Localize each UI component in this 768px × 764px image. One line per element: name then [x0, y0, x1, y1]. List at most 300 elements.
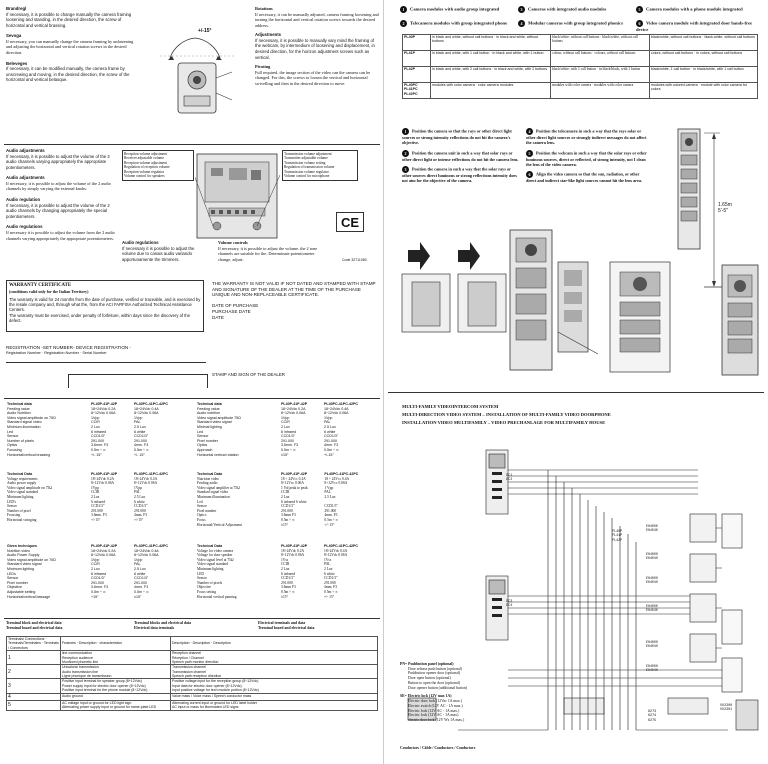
technical-data-cell: PAL	[134, 490, 141, 495]
technical-data-cell: 0.5m ÷ ∞	[281, 517, 295, 522]
step-text: Position the camera so that the rays or other direct light sources or strong intensity reflections do not hit the camera's objective.	[402, 128, 512, 146]
terminal-desc-line: line communication	[62, 651, 92, 656]
technical-data-cell: Video signal level at 75Ω	[197, 557, 234, 562]
terminal-description-right	[171, 693, 378, 700]
divider-2	[4, 398, 380, 399]
model-row	[403, 35, 758, 51]
technical-data-cell: Standard signal video	[197, 490, 229, 495]
technical-data-cell: 6 white	[134, 571, 146, 576]
terminal-desc-line: Reception channel	[172, 651, 201, 656]
technical-data-cell: 291.000	[324, 580, 336, 585]
technical-data-cell: Audio Nutrition	[7, 411, 31, 416]
installation-illustration	[398, 222, 678, 382]
technical-data-cell: Minimum lighting	[197, 567, 224, 572]
monitor-model-label: EH4000 EH4040	[646, 524, 658, 533]
legend-item	[636, 20, 760, 33]
se-line: Electric lock (12V AC - 1A max.)	[408, 708, 460, 713]
pn-line: Door open button (optional)	[408, 676, 451, 681]
technical-data-cell: LED's	[7, 499, 17, 504]
technical-data-cell: +/- 15°	[91, 452, 102, 457]
adjust-body-2: If necessary, you can manually change the camera framing by unfastening and adjusting the horizontal and vertical rotation screws in the desired direction.	[6, 38, 134, 56]
wiring-title-2: MULTI-DIRECTION VIDEO SYSTEM – INSTALLATION OF MULTI-FAMILY VIDEO DOORPHONE	[402, 412, 611, 417]
step-text: Position the webcam in such a way that the solar rays or other luminous sources, direct or reflected, of strong intensity, not I clean the lens of the video camera.	[526, 149, 647, 167]
technical-data-cell: Optics	[7, 443, 18, 448]
technical-data-table	[196, 472, 378, 527]
technical-data-cell: Minimum lighting	[7, 567, 34, 572]
technical-data-cell: 3.6mm. F3	[91, 585, 109, 590]
technical-data-cell: Minimum illumination	[197, 495, 230, 500]
technical-data-cell: 291.000	[281, 580, 293, 585]
technical-data-cell: PAL	[134, 562, 141, 567]
technical-data-cell: 1Vpp	[91, 415, 100, 420]
terminal-number: 2	[7, 665, 61, 679]
technical-data-cell: 0.5m ÷ ∞	[91, 447, 106, 452]
terminal-desc-line: Transmission channel	[172, 669, 206, 674]
technical-data-cell: 1Vpp	[134, 415, 143, 420]
technical-data-cell: 1Vpp	[324, 415, 333, 420]
date-label: DATE OF PURCHASE	[212, 303, 259, 309]
tx-label: Transmitter adjustable volume	[284, 156, 328, 161]
technical-data-cell: Video signal amplitude on 75Ω	[7, 415, 56, 420]
technical-data-cell: 2 Lux	[281, 425, 290, 430]
technical-data-cell: Video signal amplifier at 75Ω	[197, 485, 240, 490]
technical-data-cell: 1Vpp	[281, 415, 290, 420]
se-lines	[400, 699, 540, 723]
terminal-description-left	[61, 679, 171, 693]
technical-data-cell: 8÷12Vdc 0.06A	[134, 481, 158, 486]
rot-title-3: Pivoting	[255, 64, 271, 70]
technical-data-cell: CCIR	[91, 490, 100, 495]
monitor-model-label: EH4000 EH4040	[646, 604, 658, 613]
monitor-model-label: EH4000 EH4040	[646, 640, 658, 649]
technical-data-table	[196, 402, 378, 457]
step-num: 6	[526, 171, 533, 178]
technical-data-cell: Nutrition video	[197, 476, 220, 481]
technical-data-cell: 291.000	[324, 508, 337, 513]
technical-data-cell: Feeding audio	[197, 481, 218, 486]
technical-data-cell: Video signal amplitude on 75Ω	[7, 485, 52, 490]
divider-3	[4, 618, 380, 619]
legend-text: Telecamera modules with group integrated phone	[410, 20, 508, 26]
technical-data-header-cell: PL40PC-41PC-42PC	[324, 544, 358, 549]
audio-title-2: Audio adjustments	[6, 175, 45, 181]
technical-data-cell: 8÷12Vdc 0.06A	[91, 481, 115, 486]
technical-data-cell: 291.000	[281, 438, 294, 443]
legend-item	[636, 6, 760, 13]
warranty-validity-note: THE WARRANTY IS NOT VALID IF NOT DATED AND STAMPED WITH STAMP AND SIGNATURE OF THE DEALER AT THE TIME OF THE PURCHASE UNIQUE AND NON-REPLACEABLE CERTIFICATE.	[212, 281, 376, 298]
tx-label: Transmission volume regulator	[284, 169, 329, 174]
mount-height-imperial: 5'-5"	[718, 208, 728, 215]
mount-height-label	[718, 202, 732, 215]
technical-data-cell: Horizontal swinging	[7, 517, 37, 522]
technical-data-cell: Sensor	[197, 504, 207, 509]
technical-data-header-cell: PL40P-41P-42P	[91, 544, 118, 549]
technical-data-cell: 2.5 Lux	[134, 425, 146, 430]
psu-label: PL40P PL41P PL42P	[612, 530, 623, 543]
technical-data-cell: Audio nutrition	[197, 411, 220, 416]
technical-data-cell: 2 Lux	[281, 567, 290, 572]
terminal-desc-line: Audio transmission line	[62, 669, 98, 674]
model-description: in black and white, with 1 call button · in black and white, with 1 button	[431, 51, 551, 67]
wiring-label-dc3: DC3 DC4	[506, 600, 513, 609]
date-label-2: PURCHASE DATE	[212, 308, 251, 314]
technical-data-header-cell: PL40PC-41PC-42PC	[324, 472, 359, 477]
tx-label: Regulation of transmission volume	[284, 165, 335, 170]
audio-title-1: Audio adjustments	[6, 148, 45, 153]
ce-mark: CE	[336, 212, 364, 232]
technical-data-cell: CCD1/3"	[324, 434, 339, 439]
technical-data-cell: 8÷12Vdc 0.06A	[281, 553, 305, 558]
model-code: PL41P	[403, 51, 431, 67]
reception-volume-labels	[122, 150, 194, 181]
rot-body-2: If necessary, it is possible to manually vary mind the framing of the webcam, by intermedium of loosening and displacement, in desired direction, for the horizon adjustment screws such as vertical.	[255, 37, 375, 60]
step-num: 4	[526, 128, 533, 135]
terminal-desc-line: Positive input terminal for the phone module (8÷12Vdc)	[62, 688, 148, 693]
terminal-heading-1	[6, 621, 126, 630]
audio-text-col-3	[218, 240, 328, 262]
technical-data-cell: Optics	[197, 443, 208, 448]
warranty-body-1: The warranty is valid for 24 months from the date of purchase, verified or traceable, and is exercised by the resale company and, through what the, from the ACI FARFISA Authorized Technical Assistance Centers.	[9, 296, 201, 313]
technical-data-cell: 4mm. F3	[134, 513, 148, 518]
terminal-number: 3	[7, 679, 61, 693]
technical-data-cell: 1Vss	[324, 557, 332, 562]
door-panel-height-illustration	[674, 125, 764, 380]
technical-data-cell: 4mm. F3	[134, 585, 149, 590]
model-description: modules with color camera · modules with color camera	[551, 83, 650, 99]
technical-data-cell: 18 ÷ 24Vcc 0.4A	[324, 476, 350, 481]
technical-data-cell: Focus setting	[197, 589, 217, 594]
legend-num: 4	[518, 20, 525, 27]
technical-data-cell: 2 Lux	[281, 495, 290, 500]
tx-label: Transmission volume adjustment	[284, 152, 332, 156]
technical-data-cell: 18+24Vdc 0.2A	[91, 548, 116, 553]
adjust-title-2: Sevoga	[6, 33, 22, 39]
technical-data-cell: Feeding value	[197, 406, 220, 411]
technical-data-cell: 2 Lux	[324, 567, 333, 572]
technical-data-cell: 291.000	[281, 508, 293, 513]
technical-data-cell: Focusing	[7, 447, 22, 452]
technical-data-header-cell: PL40PC-41PC-42PC	[134, 544, 168, 549]
technical-data-cell: 291.000	[91, 580, 104, 585]
terminals-header-cell: Terminals/ Connections · Terminals/Terminales · Terminals / Connectors	[8, 637, 59, 650]
technical-data-cell: 291.000	[91, 438, 104, 443]
terminal-heading: Terminal blocks and electrical data	[134, 621, 192, 625]
install-step	[402, 128, 520, 146]
technical-data-cell: Pixel number	[7, 580, 28, 585]
psu-label: 6273 6274 6275	[648, 710, 657, 723]
terminal-number: 5	[7, 700, 61, 710]
technical-data-cell: Objective	[197, 585, 211, 590]
technical-data-cell: 18÷24Vdc 0.2A	[281, 406, 306, 411]
technical-data-cell: 8÷12Vdc 0.06A	[134, 553, 159, 558]
technical-data-cell: 0.5m ÷ ∞	[281, 447, 296, 452]
rx-label: Receiver adjustable volume	[124, 156, 164, 161]
technical-data-cell: Video signal amplitude on 75Ω	[7, 557, 56, 562]
model-code: PL42P	[403, 67, 431, 83]
technical-data-cell: +15°	[91, 594, 99, 599]
technical-data-table	[6, 544, 188, 599]
technical-data-cell: CCD1/3"	[91, 504, 105, 509]
technical-data-cell: +/- 15°	[324, 522, 335, 527]
technical-data-cell: CCD1/3"	[91, 434, 106, 439]
technical-data-cell: 0.5m ÷ ∞	[134, 589, 149, 594]
terminal-desc-line: Unisalonic transmission	[62, 665, 99, 670]
technical-data-cell: Standard video signal	[7, 562, 42, 567]
technical-data-cell: CCIR	[281, 490, 290, 495]
adjust-body-1: If necessary, it is possible to change manually the camera framing loosening and standing, in the desired direction, the screw of horizontal and vertical brassing.	[6, 11, 132, 28]
terminal-desc-line: Positive input terminal for speaker group (8+12Vdc)	[62, 679, 142, 684]
technical-data-row	[6, 595, 188, 600]
rx-label: Reception volume regulator	[124, 169, 165, 174]
terminal-desc-line: Reception audience	[62, 655, 93, 660]
terminal-desc-line: Ligne phonique de transmission	[62, 674, 112, 678]
technical-data-cell: CCIR	[281, 562, 290, 567]
technical-data-header-cell: Technical Data	[197, 472, 223, 477]
terminal-row	[7, 693, 378, 700]
divider-right	[388, 392, 764, 393]
terminal-desc-line: Monitored phonetic line	[62, 659, 99, 664]
technical-data-cell: 0.5m ÷ ∞	[324, 589, 338, 594]
technical-data-header-cell: Technical data	[197, 402, 222, 407]
model-row	[403, 51, 758, 67]
code-label: Code 32711080	[342, 258, 367, 262]
terminal-heading: Electrical terminals and data	[258, 621, 306, 625]
psu-label: VX2300 VX2301	[720, 704, 733, 713]
pn-line: Door release push button (optional)	[408, 666, 462, 671]
technical-data-cell: Minimum illumination	[7, 425, 41, 430]
step-num: 2	[402, 150, 409, 157]
technical-data-cell: 0.5m ÷ ∞	[134, 447, 149, 452]
install-step	[526, 150, 648, 168]
technical-data-header-cell: PL40P-41P-42P	[281, 544, 308, 549]
conductors-label: Conductors / Câble / Conductors / Conductors	[400, 746, 476, 750]
technical-data-cell: Sensor	[7, 504, 17, 509]
technical-data-cell: 0.5m ÷ ∞	[91, 589, 106, 594]
legend-text: Video camera module with integrated door hands-free device	[636, 20, 753, 32]
models-table	[402, 34, 758, 99]
terminal-desc-line: AC input or mass for illuminated LED signs	[172, 705, 239, 710]
step-num: 5	[526, 150, 533, 157]
rx-label: Reception volume adjustment	[124, 152, 167, 156]
step-text: Position the camera in such a way that the solar rays or other sources direct luminous or strong reflections intensity does not aim for the objective of the camera.	[402, 166, 517, 183]
technical-data-header	[6, 544, 188, 549]
technical-data-cell: 3.6mm. F3	[281, 443, 299, 448]
technical-data-cell: +/-15°	[134, 517, 144, 522]
technical-data-cell: CCD1/3"	[134, 576, 149, 581]
terminal-desc-line: Positive voltage input for the reception group (8÷12Vdc)	[172, 679, 259, 684]
camera-adjust-illustration	[140, 8, 245, 128]
technical-data-cell: Horizontal/vertical brassing	[7, 452, 51, 457]
wiring-title-3: INSTALLATION VIDEO MULTIFAMILY – VIDEO PRECHANLAGE FOR MULTIFAMILY HOUSE	[402, 420, 606, 425]
technical-data-cell: 2 Lux	[91, 495, 100, 500]
technical-data-cell: 8÷12Vcc 0.06A	[324, 481, 348, 486]
audio-title-3: Audio regulation	[6, 197, 41, 203]
pn-line: Door opener button (additional button)	[408, 685, 468, 690]
technical-data-cell: 291.000	[91, 508, 103, 513]
technical-data-cell: Horizontal/Vertical Adjustment	[197, 522, 243, 527]
technical-data-cell: Voltage for door speaker	[197, 553, 233, 558]
terminal-description-left	[61, 700, 171, 710]
mount-height-metric: 1.65m	[718, 202, 732, 208]
terminal-row	[7, 700, 378, 710]
technical-data-cell: PAL	[324, 490, 331, 495]
technical-data-cell: 1Vpp	[91, 485, 99, 490]
technical-data-cell: CCIR	[91, 562, 100, 567]
technical-data-cell: 18÷24Vdc 0.4A	[324, 548, 348, 553]
warranty-subtitle: (conditions valid only for the Italian Territory)	[9, 288, 89, 294]
audio-text-col	[6, 148, 116, 241]
audio-title-6: Volume controls	[218, 240, 248, 245]
model-code: PL40P	[403, 35, 431, 51]
terminal-row	[7, 679, 378, 693]
technical-data-cell: 8÷12Vdc 0.06A	[281, 411, 306, 416]
technical-data-cell: +/- 15°	[324, 594, 335, 599]
technical-data-row	[196, 453, 378, 458]
legend-item	[400, 6, 510, 13]
technical-data-cell: 18+24Vdc 0.4A	[134, 548, 159, 553]
technical-data-cell: 6 infrared	[281, 571, 296, 576]
technical-data-cell: 1 Vpp	[324, 485, 334, 490]
terminals-header-cell: Features · Description · characteristics	[61, 637, 171, 651]
technical-data-cell: 291.000	[134, 508, 146, 513]
technical-data-cell: ±15°	[281, 522, 289, 527]
technical-data-cell: Nutrition video	[7, 548, 30, 553]
technical-data-cell: 291.000	[134, 580, 148, 585]
audio-title-5: Audio regulations	[122, 240, 159, 245]
technical-data-header-cell: PL40PC-41PC-42PC	[134, 472, 168, 477]
tx-label: Transmission volume setting	[284, 160, 326, 165]
terminal-description-right	[171, 679, 378, 693]
technical-data-cell: 0.5m ÷ ∞	[324, 517, 339, 522]
warranty-title: WARRANTY CERTIFICATE	[9, 283, 72, 288]
monitor-model-label: EH4000 EH4040	[646, 576, 658, 585]
technical-data-cell: 18÷24Vdc 0.2A	[281, 548, 305, 553]
technical-data-cell: CCD1/3"	[134, 504, 148, 509]
terminal-row	[7, 665, 378, 679]
se-line: Electric switch (12V AC - 1A max.)	[408, 703, 463, 708]
technical-data-header-cell: PL40P-41P-42P	[281, 402, 308, 407]
legend-item	[518, 6, 628, 13]
technical-data-cell: CCD1/3"	[281, 434, 296, 439]
technical-data-header-cell: Technical data	[7, 402, 32, 407]
technical-data-cell: 8÷12Vdc 0.06A	[324, 411, 349, 416]
legend-item	[400, 20, 510, 27]
technical-data-cell: Sensor	[7, 576, 19, 581]
audio-body-2: If necessary, it is possible to adjust the volume of the 2 audio channels by simply varying the external knobs.	[6, 180, 111, 192]
technical-data-header-cell: PL40P-41P-42P	[281, 472, 308, 477]
technical-data-cell: 2.5 Lux	[324, 495, 336, 500]
technical-data-cell: Led	[197, 499, 203, 504]
technical-data-cell: 3.6mm. F3	[91, 443, 109, 448]
technical-data-cell: 1Vpp	[134, 557, 143, 562]
audio-title-4: Audio regulations	[6, 224, 43, 230]
technical-data-cell: ±15°	[281, 594, 289, 599]
technical-data-cell: Number of pixel	[7, 508, 31, 513]
terminal-desc-line: Réception / Channel	[172, 655, 204, 660]
se-head: SE= Electric lock (12V max 1A)	[400, 694, 452, 699]
technical-data-cell: Objective	[7, 585, 22, 590]
technical-data-cell: CCD1/3"	[324, 576, 338, 581]
technical-data-cell: Optics	[197, 513, 207, 518]
warranty-body-2: The warranty must be exercised, under penalty of forfeiture, within days since the discovery of the defect.	[9, 312, 191, 323]
technical-data-cell: Approach	[197, 447, 213, 452]
technical-data-cell: +/-15°	[91, 517, 101, 522]
warranty-right-col	[212, 281, 378, 320]
technical-data-cell: Sensor	[197, 434, 209, 439]
terminals-header-cell: Description · Description · Description	[171, 637, 378, 651]
terminal-desc-line: Value mass / Voice mass / Speech conductor mass	[172, 694, 252, 699]
terminal-desc-line: Audio ground	[62, 694, 83, 699]
technical-data-cell: Sensor	[7, 434, 19, 439]
technical-data-cell: 4mm. F3	[324, 443, 339, 448]
technical-data-cell: CCD1/3"	[281, 576, 295, 581]
right-page	[384, 0, 768, 764]
terminal-description-left	[61, 693, 171, 700]
technical-data-cell: 8÷12Vdc 0.06A	[91, 553, 116, 558]
technical-data-cell: Voltage requirements	[7, 476, 38, 481]
technical-data-cell: 1 Vol peak to peak	[281, 485, 308, 490]
audio-text-col-2	[122, 240, 204, 262]
technical-data-cell: Adjustable setting	[7, 589, 36, 594]
technical-data-cell: 18÷24Vdc 0.4A	[134, 476, 158, 481]
technical-data-cell: 6 infrared	[281, 429, 297, 434]
model-description: black/white, 1 call button · in black/white, with 1 call button	[649, 67, 757, 83]
legend-num: 2	[400, 20, 407, 27]
technical-data-row	[196, 595, 378, 600]
model-description: modules with color camera · color camera modules	[431, 83, 551, 99]
registration-label: REGISTRATION -SET NUMBER- DEVICE REGISTRATION -	[6, 345, 132, 350]
technical-data-row	[196, 523, 378, 528]
audio-body-4: If necessary it is possible to adjust the volume from the 2 audio channels varying appropriately the appropriate potentiometers.	[6, 229, 115, 241]
adjust-title-1: Brandregl	[6, 6, 27, 11]
technical-data-cell: 18+24Vdc 0.4A	[134, 406, 159, 411]
technical-data-table	[6, 402, 188, 457]
terminal-desc-line: Alternating current input or ground for LED label holder	[172, 700, 258, 705]
technical-data-cell: Number of pixels	[197, 580, 223, 585]
technical-data-cell: LEDs	[7, 571, 16, 576]
technical-data-cell: 2.5 Lux	[324, 425, 336, 430]
technical-data-cell: Led	[7, 429, 13, 434]
technical-data-table	[196, 544, 378, 599]
technical-data-cell: ±15°	[134, 594, 142, 599]
technical-data-cell: Sensor	[197, 576, 207, 581]
terminal-heading: Electrical data terminals	[134, 625, 175, 630]
technical-data-cell: 8÷12Vdc 0.06A	[324, 553, 348, 558]
model-code: PL40PC PL41PC PL42PC	[403, 83, 431, 99]
terminal-desc-line: AC voltage input or ground for LED light sign	[62, 700, 132, 705]
technical-data-cell: Minimal lighting	[197, 425, 222, 430]
wiring-title-1: MULTI-FAMILY VIDEOINTERCOM SYSTEM	[402, 404, 499, 409]
technical-data-cell: Video signal standard	[197, 562, 229, 567]
technical-data-cell: 291.000	[134, 438, 148, 443]
monitor-model-label: EH4000 EH4040	[646, 552, 658, 561]
terminal-number: 4	[7, 693, 61, 700]
se-line: Electric door lock (12Vac 1A max.)	[408, 699, 462, 704]
technical-data-cell: 2.5 Lux	[134, 495, 146, 500]
technical-data-cell: LED	[197, 571, 204, 576]
legend-text: Camera modules with a phone module integrated	[646, 6, 743, 12]
install-step	[526, 171, 648, 183]
terminal-description-left	[61, 665, 171, 679]
pn-line: Button to open the door (optional)	[408, 680, 460, 685]
pn-lines	[400, 667, 540, 691]
terminal-heading-3	[258, 621, 378, 630]
terminal-heading: Terminal block and electrical data	[6, 621, 62, 625]
technical-data-cell: 8÷12Vcc 0.06A	[281, 481, 304, 486]
audio-body-6: If necessary, it is possible to adjust the volume. the 2 tone channels are suitable for the. Determinate potentiometer change, adjust.	[218, 245, 318, 262]
technical-data-cell: 291.000	[324, 438, 338, 443]
technical-data-cell: Video signal standard	[7, 490, 39, 495]
